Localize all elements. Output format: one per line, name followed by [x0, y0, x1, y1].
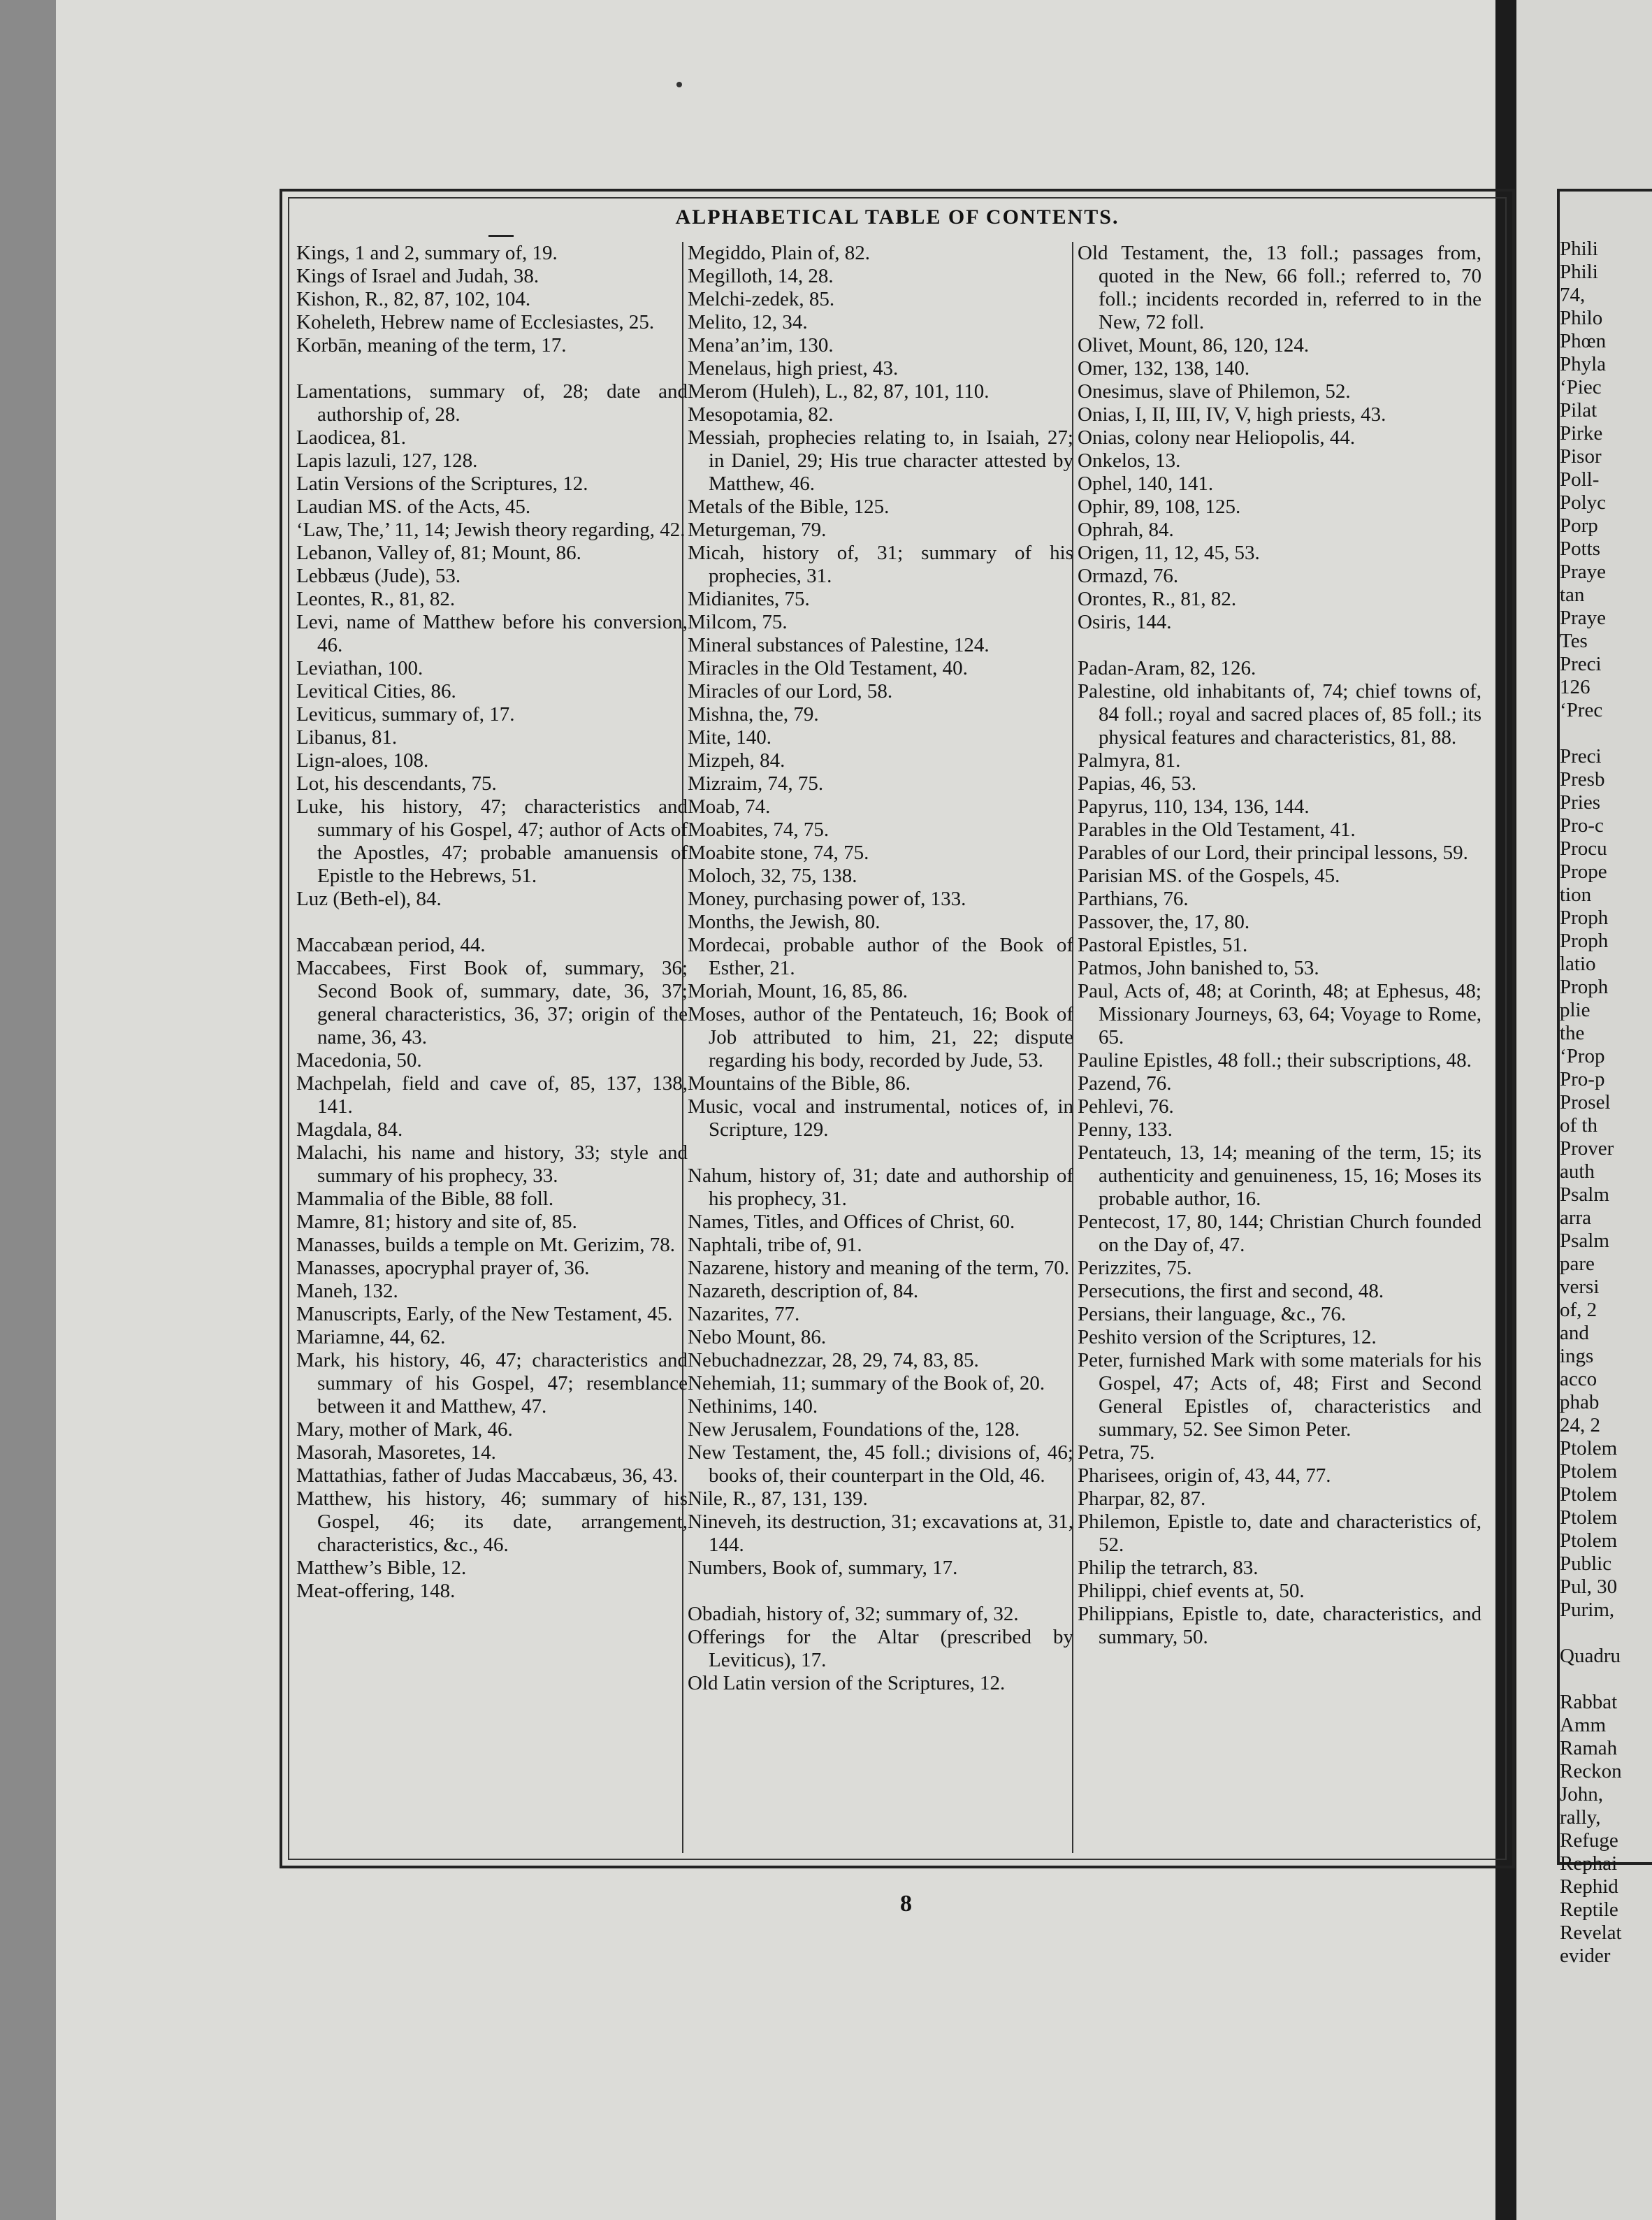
- index-entry: Pentateuch, 13, 14; meaning of the term, 15; its authenticity and genuineness, 15, 16; Moses its probable author, 16.: [1078, 1141, 1481, 1210]
- index-entry: Koheleth, Hebrew name of Ecclesiastes, 25.: [296, 311, 655, 333]
- index-entry: Parables in the Old Testament, 41.: [1078, 819, 1356, 841]
- index-entry: Padan-Aram, 82, 126.: [1078, 657, 1256, 679]
- index-entry: Moabite stone, 74, 75.: [688, 842, 869, 864]
- index-entry: Patmos, John banished to, 53.: [1078, 957, 1319, 979]
- index-entry: Peter, furnished Mark with some materials for his Gospel, 47; Acts of, 48; First and Second General Epistles of, characteristics and summary, 52. See Simon Peter.: [1078, 1349, 1481, 1441]
- next-page-line: plie: [1560, 999, 1591, 1021]
- index-entry: Miracles of our Lord, 58.: [688, 680, 893, 702]
- next-page-line: acco: [1560, 1368, 1597, 1390]
- index-entry: Months, the Jewish, 80.: [688, 911, 881, 933]
- next-page-line: Phili: [1560, 238, 1598, 260]
- index-entry: Kishon, R., 82, 87, 102, 104.: [296, 288, 531, 310]
- index-entry: Numbers, Book of, summary, 17.: [688, 1557, 958, 1579]
- next-page-line: Rephid: [1560, 1875, 1618, 1898]
- index-entry: Mesopotamia, 82.: [688, 403, 834, 426]
- next-page-line: Philo: [1560, 307, 1603, 329]
- index-entry: Obadiah, history of, 32; summary of, 32.: [688, 1603, 1019, 1625]
- index-entry: Mena’an’im, 130.: [688, 334, 834, 356]
- index-entry: Mary, mother of Mark, 46.: [296, 1418, 513, 1441]
- index-entry: Moses, author of the Pentateuch, 16; Book of Job attributed to him, 21, 22; dispute regarding his body, recorded by Jude, 53.: [688, 1003, 1073, 1072]
- index-entry: Persians, their language, &c., 76.: [1078, 1303, 1347, 1325]
- next-page-line: the: [1560, 1022, 1585, 1044]
- index-entry: Mariamne, 44, 62.: [296, 1326, 446, 1348]
- section-gap: [1078, 634, 1481, 657]
- index-entry: Mammalia of the Bible, 88 foll.: [296, 1188, 554, 1210]
- index-entry: Luke, his history, 47; characteristics and summary of his Gospel, 47; author of Acts of the Apostles, 47; probable amanuensis of Epistle to the Hebrews, 51.: [296, 795, 688, 887]
- next-page-line: Proph: [1560, 930, 1609, 952]
- index-entry: New Jerusalem, Foundations of the, 128.: [688, 1418, 1020, 1441]
- index-entry: Money, purchasing power of, 133.: [688, 888, 966, 910]
- next-page-line: Purim,: [1560, 1599, 1615, 1621]
- index-entry: Libanus, 81.: [296, 726, 398, 749]
- index-entry: Melchi-zedek, 85.: [688, 288, 835, 310]
- index-entry: Names, Titles, and Offices of Christ, 60.: [688, 1211, 1015, 1233]
- index-entry: Onesimus, slave of Philemon, 52.: [1078, 380, 1351, 403]
- index-entry: Matthew’s Bible, 12.: [296, 1557, 467, 1579]
- index-entry: Leviathan, 100.: [296, 657, 423, 679]
- index-entry: Palestine, old inhabitants of, 74; chief towns of, 84 foll.; royal and sacred places of, 85 foll.; its physical features and characteristics, 81, 88.: [1078, 680, 1481, 749]
- next-page-line: versi: [1560, 1276, 1600, 1298]
- page-title: ALPHABETICAL TABLE OF CONTENTS.: [675, 206, 1120, 229]
- next-page-line: ings: [1560, 1345, 1594, 1367]
- index-entry: Persecutions, the first and second, 48.: [1078, 1280, 1384, 1302]
- next-page-line: Procu: [1560, 837, 1607, 860]
- index-entry: Korbān, meaning of the term, 17.: [296, 334, 567, 356]
- index-entry: Machpelah, field and cave of, 85, 137, 138, 141.: [296, 1072, 688, 1118]
- next-page-line: Praye: [1560, 561, 1607, 583]
- next-page-line: Polyc: [1560, 491, 1607, 514]
- index-entry: Manasses, builds a temple on Mt. Gerizim, 78.: [296, 1234, 676, 1256]
- index-entry: Osiris, 144.: [1078, 611, 1172, 633]
- page-number: 8: [900, 1891, 912, 1917]
- index-entry: Perizzites, 75.: [1078, 1257, 1192, 1279]
- index-entry: Old Testament, the, 13 foll.; passages from, quoted in the New, 66 foll.; referred to, 70 foll.; incidents recorded in, referred to in the New, 72 foll.: [1078, 242, 1481, 333]
- index-entry: Mattathias, father of Judas Maccabæus, 36, 43.: [296, 1464, 679, 1487]
- index-entry: Nebo Mount, 86.: [688, 1326, 827, 1348]
- next-page-line: Phyla: [1560, 353, 1607, 375]
- index-entry: ‘Law, The,’ 11, 14; Jewish theory regarding, 42.: [296, 519, 686, 541]
- index-entry: Luz (Beth-el), 84.: [296, 888, 442, 910]
- previous-page-edge: [0, 0, 56, 2220]
- next-page-line: and: [1560, 1322, 1589, 1344]
- next-page-line: Pisor: [1560, 445, 1602, 468]
- next-page-line: Rabbat: [1560, 1691, 1618, 1713]
- index-entry: Levi, name of Matthew before his conversion, 46.: [296, 611, 688, 656]
- index-entry: Nethinims, 140.: [688, 1395, 818, 1418]
- index-entry: Melito, 12, 34.: [688, 311, 808, 333]
- next-page-line: Pirke: [1560, 422, 1603, 445]
- next-page-line: ‘Piec: [1560, 376, 1602, 398]
- index-entry: Laodicea, 81.: [296, 426, 407, 449]
- index-entry: Mite, 140.: [688, 726, 772, 749]
- next-page: [1516, 0, 1652, 2220]
- index-entry: Ophrah, 84.: [1078, 519, 1174, 541]
- index-entry: Peshito version of the Scriptures, 12.: [1078, 1326, 1377, 1348]
- index-entry: Megilloth, 14, 28.: [688, 265, 834, 287]
- index-entry: Philemon, Epistle to, date and characteristics of, 52.: [1078, 1511, 1481, 1556]
- next-page-line: Prover: [1560, 1137, 1614, 1160]
- next-page-line: 24, 2: [1560, 1414, 1600, 1436]
- next-page-line: Preci: [1560, 745, 1602, 767]
- index-entry: Nahum, history of, 31; date and authorship of his prophecy, 31.: [688, 1165, 1073, 1210]
- next-page-line: [1560, 1622, 1652, 1645]
- index-entry: Lebanon, Valley of, 81; Mount, 86.: [296, 542, 581, 564]
- index-entry: Nazareth, description of, 84.: [688, 1280, 919, 1302]
- next-page-line: Psalm: [1560, 1183, 1609, 1206]
- index-entry: Lapis lazuli, 127, 128.: [296, 449, 478, 472]
- index-entry: Petra, 75.: [1078, 1441, 1155, 1464]
- next-page-line: Ramah: [1560, 1737, 1618, 1759]
- index-entry: Masorah, Masoretes, 14.: [296, 1441, 496, 1464]
- index-entry: Onias, colony near Heliopolis, 44.: [1078, 426, 1356, 449]
- index-entry: Pehlevi, 76.: [1078, 1095, 1174, 1118]
- next-page-column: [1560, 238, 1652, 1968]
- section-gap: [688, 1141, 1073, 1165]
- next-page-line: Tes: [1560, 630, 1588, 652]
- next-page-line: Potts: [1560, 538, 1601, 560]
- next-page-line: Pul, 30: [1560, 1576, 1618, 1598]
- index-entry: Mizpeh, 84.: [688, 749, 785, 772]
- index-entry: Olivet, Mount, 86, 120, 124.: [1078, 334, 1310, 356]
- index-entry: Orontes, R., 81, 82.: [1078, 588, 1237, 610]
- index-entry: Leviticus, summary of, 17.: [296, 703, 515, 726]
- next-page-line: Prosel: [1560, 1091, 1611, 1113]
- index-entry: Palmyra, 81.: [1078, 749, 1181, 772]
- next-page-line: Public: [1560, 1552, 1612, 1575]
- index-entry: Nazarites, 77.: [688, 1303, 800, 1325]
- next-page-line: Amm: [1560, 1714, 1607, 1736]
- index-entry: Parthians, 76.: [1078, 888, 1189, 910]
- index-entry: Maccabæan period, 44.: [296, 934, 486, 956]
- index-entry: Moriah, Mount, 16, 85, 86.: [688, 980, 908, 1002]
- index-column-2: [688, 242, 1073, 1852]
- index-entry: Messiah, prophecies relating to, in Isaiah, 27; in Daniel, 29; His true character attested by Matthew, 46.: [688, 426, 1073, 495]
- next-page-line: Ptolem: [1560, 1529, 1618, 1552]
- index-entry: Origen, 11, 12, 45, 53.: [1078, 542, 1260, 564]
- next-page-line: 74,: [1560, 284, 1586, 306]
- next-page-line: ‘Prec: [1560, 699, 1603, 721]
- index-entry: Paul, Acts of, 48; at Corinth, 48; at Ephesus, 48; Missionary Journeys, 63, 64; Voyage to Rome, 65.: [1078, 980, 1481, 1048]
- index-entry: Metals of the Bible, 125.: [688, 496, 890, 518]
- index-entry: Penny, 133.: [1078, 1118, 1173, 1141]
- index-entry: Mountains of the Bible, 86.: [688, 1072, 911, 1095]
- index-entry: Onias, I, II, III, IV, V, high priests, 43.: [1078, 403, 1386, 426]
- next-page-line: ‘Prop: [1560, 1045, 1605, 1067]
- index-entry: Moab, 74.: [688, 795, 771, 818]
- next-page-line: Phœn: [1560, 330, 1607, 352]
- index-entry: Pharisees, origin of, 43, 44, 77.: [1078, 1464, 1331, 1487]
- next-page-line: Quadru: [1560, 1645, 1621, 1667]
- index-entry: Lebbæus (Jude), 53.: [296, 565, 461, 587]
- index-entry: Mishna, the, 79.: [688, 703, 819, 726]
- index-entry: Manasses, apocryphal prayer of, 36.: [296, 1257, 590, 1279]
- next-page-line: [1560, 722, 1652, 745]
- index-entry: Passover, the, 17, 80.: [1078, 911, 1250, 933]
- index-entry: Nineveh, its destruction, 31; excavations at, 31, 144.: [688, 1511, 1073, 1556]
- next-page-line: evider: [1560, 1945, 1611, 1967]
- index-entry: Latin Versions of the Scriptures, 12.: [296, 473, 588, 495]
- index-column-3: [1078, 242, 1481, 1852]
- next-page-line: Praye: [1560, 607, 1607, 629]
- index-entry: Kings of Israel and Judah, 38.: [296, 265, 539, 287]
- index-entry: Milcom, 75.: [688, 611, 788, 633]
- next-page-line: Proph: [1560, 907, 1609, 929]
- index-column-1: [296, 242, 688, 1852]
- index-entry: Leontes, R., 81, 82.: [296, 588, 456, 610]
- next-page-line: Pro-c: [1560, 814, 1604, 837]
- index-entry: Moabites, 74, 75.: [688, 819, 829, 841]
- next-page-line: Poll-: [1560, 468, 1600, 491]
- index-entry: Meturgeman, 79.: [688, 519, 827, 541]
- next-page-line: Pries: [1560, 791, 1600, 814]
- next-page-line: of th: [1560, 1114, 1597, 1137]
- index-entry: Music, vocal and instrumental, notices of, in Scripture, 129.: [688, 1095, 1073, 1141]
- next-page-line: auth: [1560, 1160, 1595, 1183]
- index-entry: Mark, his history, 46, 47; characteristics and summary of his Gospel, 47; resemblance between it and Matthew, 47.: [296, 1349, 688, 1418]
- index-entry: New Testament, the, 45 foll.; divisions of, 46; books of, their counterpart in the Old, 46.: [688, 1441, 1073, 1487]
- index-entry: Midianites, 75.: [688, 588, 810, 610]
- contents-inner-border: [288, 197, 1507, 1860]
- next-page-line: Prope: [1560, 860, 1607, 883]
- section-gap: [296, 357, 688, 380]
- index-entry: Ormazd, 76.: [1078, 565, 1179, 587]
- index-entry: Naphtali, tribe of, 91.: [688, 1234, 862, 1256]
- index-entry: Mizraim, 74, 75.: [688, 772, 824, 795]
- index-entry: Lamentations, summary of, 28; date and authorship of, 28.: [296, 380, 688, 426]
- next-page-line: Ptolem: [1560, 1506, 1618, 1529]
- index-entry: Macedonia, 50.: [296, 1049, 422, 1072]
- index-entry: Offerings for the Altar (prescribed by Leviticus), 17.: [688, 1626, 1073, 1671]
- index-entry: Mamre, 81; history and site of, 85.: [296, 1211, 577, 1233]
- index-entry: Nile, R., 87, 131, 139.: [688, 1487, 868, 1510]
- index-entry: Magdala, 84.: [296, 1118, 403, 1141]
- next-page-line: Porp: [1560, 514, 1598, 537]
- index-entry: Ophel, 140, 141.: [1078, 473, 1214, 495]
- next-page-line: rally,: [1560, 1806, 1601, 1829]
- index-entry: Omer, 132, 138, 140.: [1078, 357, 1250, 380]
- next-page-line: [1560, 1668, 1652, 1691]
- dust-speck: [676, 82, 682, 87]
- index-entry: Miracles in the Old Testament, 40.: [688, 657, 968, 679]
- next-page-line: Pro-p: [1560, 1068, 1605, 1090]
- index-entry: Philip the tetrarch, 83.: [1078, 1557, 1259, 1579]
- index-entry: Matthew, his history, 46; summary of his Gospel, 46; its date, arrangement, characteristics, &c., 46.: [296, 1487, 688, 1556]
- next-page-line: Presb: [1560, 768, 1605, 791]
- section-gap: [688, 1580, 1073, 1603]
- next-page-line: Ptolem: [1560, 1437, 1618, 1459]
- index-entry: Philippians, Epistle to, date, characteristics, and summary, 50.: [1078, 1603, 1481, 1648]
- next-page-line: tion: [1560, 884, 1592, 906]
- next-page-line: arra: [1560, 1206, 1592, 1229]
- index-entry: Megiddo, Plain of, 82.: [688, 242, 870, 264]
- index-entry: Menelaus, high priest, 43.: [688, 357, 899, 380]
- index-entry: Lign-aloes, 108.: [296, 749, 429, 772]
- next-page-line: Ptolem: [1560, 1483, 1618, 1506]
- index-entry: Parisian MS. of the Gospels, 45.: [1078, 865, 1340, 887]
- index-entry: Pastoral Epistles, 51.: [1078, 934, 1248, 956]
- index-entry: Philippi, chief events at, 50.: [1078, 1580, 1305, 1602]
- next-page-line: Reptile: [1560, 1898, 1618, 1921]
- next-page-line: Proph: [1560, 976, 1609, 998]
- section-gap: [296, 911, 688, 934]
- index-entry: Nebuchadnezzar, 28, 29, 74, 83, 85.: [688, 1349, 979, 1371]
- index-entry: Pazend, 76.: [1078, 1072, 1172, 1095]
- contents-frame: [280, 189, 1515, 1868]
- next-page-line: Refuge: [1560, 1829, 1618, 1852]
- next-page-line: tan: [1560, 584, 1585, 606]
- next-page-line: Ptolem: [1560, 1460, 1618, 1483]
- next-page-line: of, 2: [1560, 1299, 1597, 1321]
- index-entry: Pauline Epistles, 48 foll.; their subscriptions, 48.: [1078, 1049, 1472, 1072]
- next-page-line: Reckon: [1560, 1760, 1622, 1782]
- next-page-line: latio: [1560, 953, 1596, 975]
- index-entry: Pentecost, 17, 80, 144; Christian Church founded on the Day of, 47.: [1078, 1211, 1481, 1256]
- index-entry: Micah, history of, 31; summary of his prophecies, 31.: [688, 542, 1073, 587]
- index-entry: Lot, his descendants, 75.: [296, 772, 497, 795]
- next-page-line: Rephai: [1560, 1852, 1618, 1875]
- index-entry: Moloch, 32, 75, 138.: [688, 865, 857, 887]
- next-page-line: Preci: [1560, 653, 1602, 675]
- next-page-line: Phili: [1560, 261, 1598, 283]
- index-entry: Kings, 1 and 2, summary of, 19.: [296, 242, 558, 264]
- index-entry: Merom (Huleh), L., 82, 87, 101, 110.: [688, 380, 990, 403]
- index-entry: Ophir, 89, 108, 125.: [1078, 496, 1241, 518]
- index-entry: Pharpar, 82, 87.: [1078, 1487, 1206, 1510]
- index-entry: Papias, 46, 53.: [1078, 772, 1196, 795]
- index-entry: Mineral substances of Palestine, 124.: [688, 634, 990, 656]
- next-page-line: John,: [1560, 1783, 1604, 1805]
- index-entry: Onkelos, 13.: [1078, 449, 1181, 472]
- next-page-line: 126: [1560, 676, 1591, 698]
- next-page-line: Revelat: [1560, 1922, 1622, 1944]
- index-entry: Parables of our Lord, their principal lessons, 59.: [1078, 842, 1468, 864]
- index-entry: Malachi, his name and history, 33; style and summary of his prophecy, 33.: [296, 1141, 688, 1187]
- next-page-line: Psalm: [1560, 1230, 1609, 1252]
- next-page-line: pare: [1560, 1253, 1595, 1275]
- index-entry: Maccabees, First Book of, summary, 36; Second Book of, summary, date, 36, 37; general characteristics, 36, 37; origin of the name, 36, 43.: [296, 957, 688, 1048]
- index-entry: Laudian MS. of the Acts, 45.: [296, 496, 531, 518]
- next-page-line: Pilat: [1560, 399, 1597, 421]
- index-entry: Levitical Cities, 86.: [296, 680, 456, 702]
- index-entry: Nehemiah, 11; summary of the Book of, 20.: [688, 1372, 1045, 1394]
- index-entry: Papyrus, 110, 134, 136, 144.: [1078, 795, 1310, 818]
- next-page-line: phab: [1560, 1391, 1600, 1413]
- index-entry: Nazarene, history and meaning of the term, 70.: [688, 1257, 1069, 1279]
- index-entry: Meat-offering, 148.: [296, 1580, 456, 1602]
- index-entry: Maneh, 132.: [296, 1280, 398, 1302]
- index-entry: Manuscripts, Early, of the New Testament, 45.: [296, 1303, 673, 1325]
- index-entry: Old Latin version of the Scriptures, 12.: [688, 1672, 1006, 1694]
- index-entry: Mordecai, probable author of the Book of Esther, 21.: [688, 934, 1073, 979]
